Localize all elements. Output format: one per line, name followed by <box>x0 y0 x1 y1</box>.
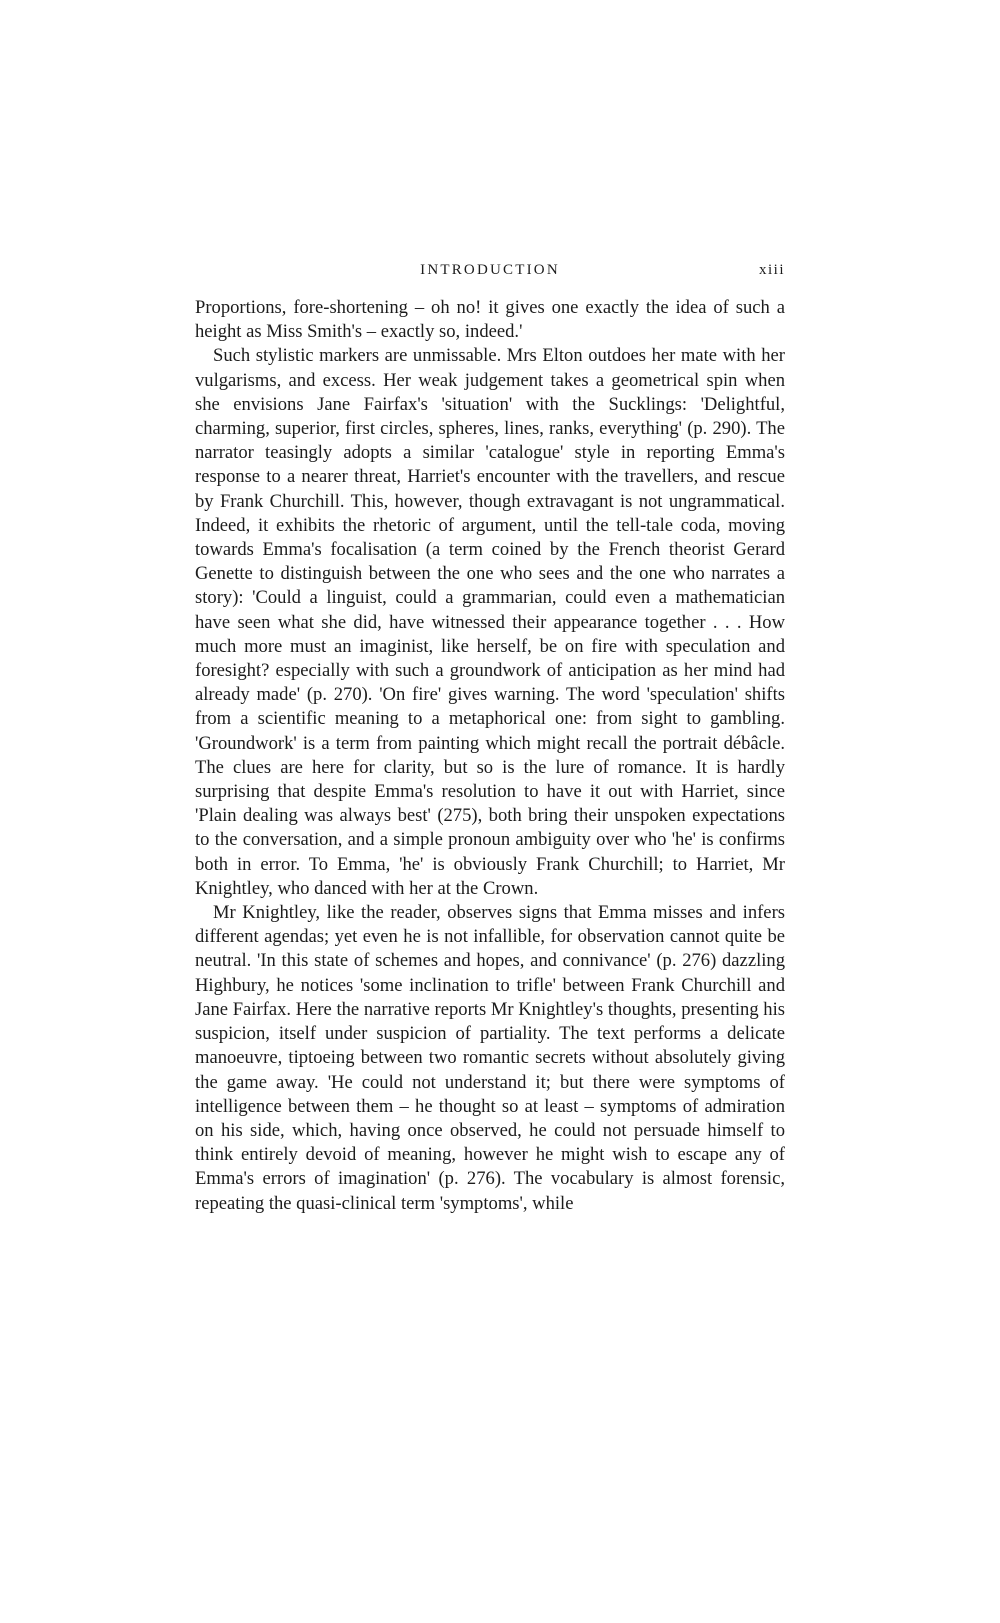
paragraph: Such stylistic markers are unmissable. Mrs Elton outdoes her mate with her vulgarisms, and excess. Her weak judgement takes a geometrical spin when she envisions Jane Fairfax's 'situation' with the Sucklings: 'Delightful, charming, superior, first circles, spheres, lines, ranks, everything' (p. 290). The narrator teasingly adopts a similar 'catalogue' style in reporting Emma's response to a nearer threat, Harriet's encounter with the travellers, and rescue by Frank Churchill. This, however, though extravagant is not ungrammatical. Indeed, it exhibits the rhetoric of argument, until the tell-tale coda, moving towards Emma's focalisation (a term coined by the French theorist Gerard Genette to distinguish between the one who sees and the one who narrates a story): 'Could a linguist, could a grammarian, could even a mathematician have seen what she did, have witnessed their appearance together . . . How much more must an imaginist, like herself, be on fire with speculation and foresight? especially with such a groundwork of anticipation as her mind had already made' (p. 270). 'On fire' gives warning. The word 'speculation' shifts from a scientific meaning to a metaphorical one: from sight to gambling. 'Groundwork' is a term from painting which might recall the portrait débâcle. The clues are here for clarity, but so is the lure of romance. It is hardly surprising that despite Emma's resolution to have it out with Harriet, since 'Plain dealing was always best' (275), both bring their unspoken expectations to the conversation, and a simple pronoun ambiguity over who 'he' is confirms both in error. To Emma, 'he' is obviously Frank Churchill; to Harriet, Mr Knightley, who danced with her at the Crown. <box>195 345 785 899</box>
body-text <box>195 296 785 1216</box>
paragraph: Mr Knightley, like the reader, observes signs that Emma misses and infers different agendas; yet even he is not infallible, for observation cannot quite be neutral. 'In this state of schemes and hopes, and connivance' (p. 276) dazzling Highbury, he notices 'some inclination to trifle' between Frank Churchill and Jane Fairfax. Here the narrative reports Mr Knightley's thoughts, presenting his suspicion, itself under suspicion of partiality. The text performs a delicate manoeuvre, tiptoeing between two romantic secrets without absolutely giving the game away. 'He could not understand it; but there were symptoms of intelligence between them – he thought so at least – symptoms of admiration on his side, which, having once observed, he could not persuade himself to think entirely devoid of meaning, however he might wish to escape any of Emma's errors of imagination' (p. 276). The vocabulary is almost forensic, repeating the quasi-clinical term 'symptoms', while <box>195 902 785 1214</box>
paragraph-continuation: Proportions, fore-shortening – oh no! it gives one exactly the idea of such a height as Miss Smith's – exactly so, indeed.' <box>195 297 785 343</box>
running-title: INTRODUCTION <box>420 262 560 278</box>
page-number: xiii <box>758 262 785 278</box>
running-head <box>195 262 785 286</box>
